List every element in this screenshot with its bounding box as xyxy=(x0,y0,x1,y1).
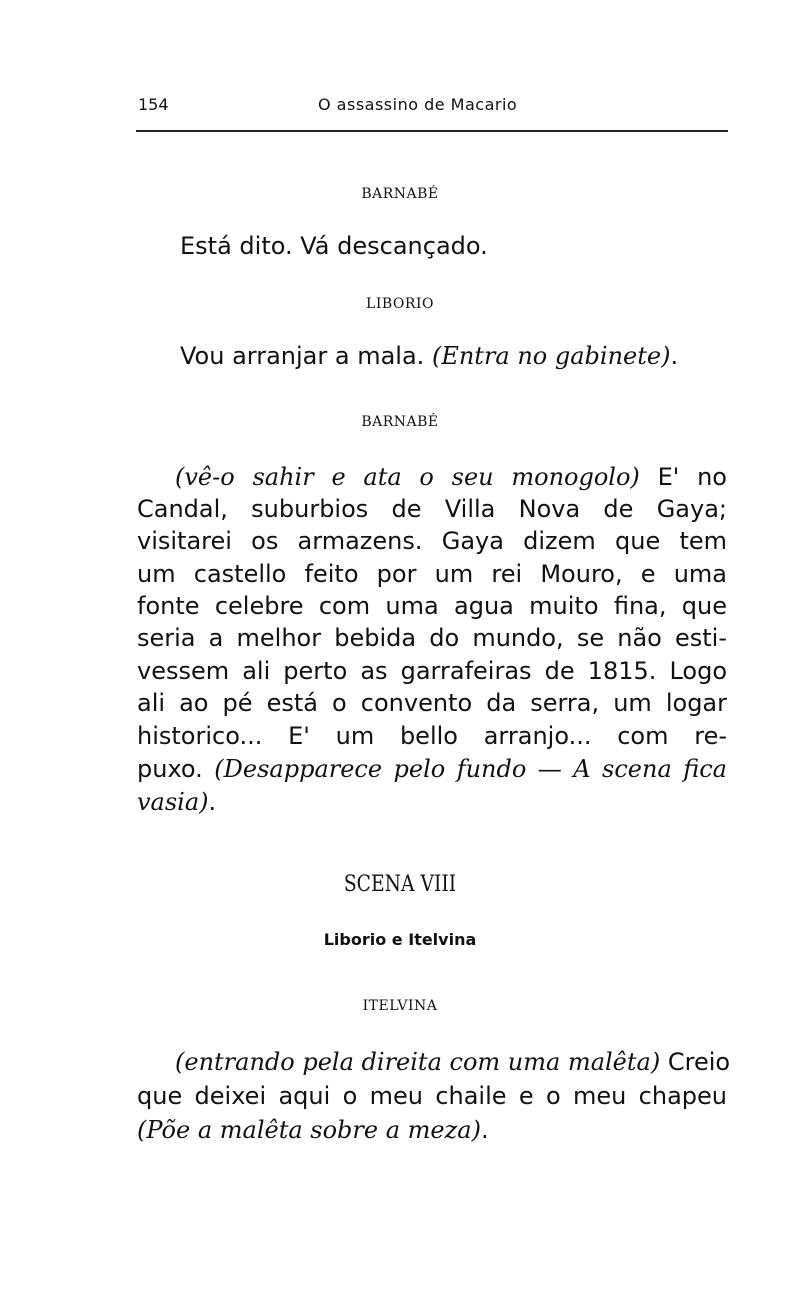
dialogue-line: Está dito. Vá descançado. xyxy=(180,232,488,260)
punctuation: . xyxy=(208,788,217,816)
dialogue-line: ali ao pé está o convento da serra, um logar xyxy=(137,689,727,717)
scene-characters: Liborio e Itelvina xyxy=(323,930,477,949)
running-head xyxy=(138,95,728,125)
dialogue-line: um castello feito por um rei Mouro, e uma xyxy=(137,560,727,588)
page-number: 154 xyxy=(138,95,169,114)
header-rule xyxy=(136,130,728,132)
dialogue-line: que deixei aqui o meu chaile e o meu chapeu xyxy=(137,1082,727,1110)
dialogue-text: puxo. xyxy=(137,755,203,783)
running-title: O assassino de Macario xyxy=(318,95,518,114)
stage-direction: (Desapparece pelo fundo — A scena fica xyxy=(214,755,727,783)
dialogue-line: vessem ali perto as garrafeiras de 1815. Logo xyxy=(137,657,727,685)
dialogue-text: E' no xyxy=(657,463,727,491)
dialogue-text: Vou arranjar a mala. xyxy=(180,342,425,370)
dialogue-text: Creio xyxy=(667,1048,731,1076)
dialogue-line xyxy=(180,340,678,372)
stage-direction: (entrando pela direita com uma malêta) xyxy=(175,1048,661,1076)
dialogue-line: visitarei os armazens. Gaya dizem que tem xyxy=(137,527,727,555)
speaker-name: ITELVINA xyxy=(362,998,438,1014)
stage-direction: (Põe a malêta sobre a meza) xyxy=(137,1116,481,1144)
dialogue-line xyxy=(137,786,216,818)
speaker-name: BARNABÉ xyxy=(361,414,439,430)
stage-direction: vasia) xyxy=(137,788,209,816)
punctuation: . xyxy=(480,1116,489,1144)
stage-direction: (Entra no gabinete) xyxy=(431,342,671,370)
dialogue-line xyxy=(175,1046,731,1078)
speaker-name: BARNABÉ xyxy=(361,186,439,202)
stage-direction: (vê-o sahir e ata o seu monogolo) xyxy=(175,463,640,491)
punctuation: . xyxy=(670,342,679,370)
dialogue-line: Candal, suburbios de Villa Nova de Gaya; xyxy=(137,495,727,523)
dialogue-line xyxy=(137,1114,489,1146)
speaker-name: LIBORIO xyxy=(366,296,434,312)
dialogue-line: historico... E' um bello arranjo... com re- xyxy=(137,722,727,750)
dialogue-line xyxy=(137,753,727,785)
dialogue-line xyxy=(175,461,727,493)
scene-title: SCENA VIII xyxy=(343,872,457,897)
dialogue-line: fonte celebre com uma agua muito fina, que xyxy=(137,592,727,620)
dialogue-line: seria a melhor bebida do mundo, se não esti- xyxy=(137,624,727,652)
